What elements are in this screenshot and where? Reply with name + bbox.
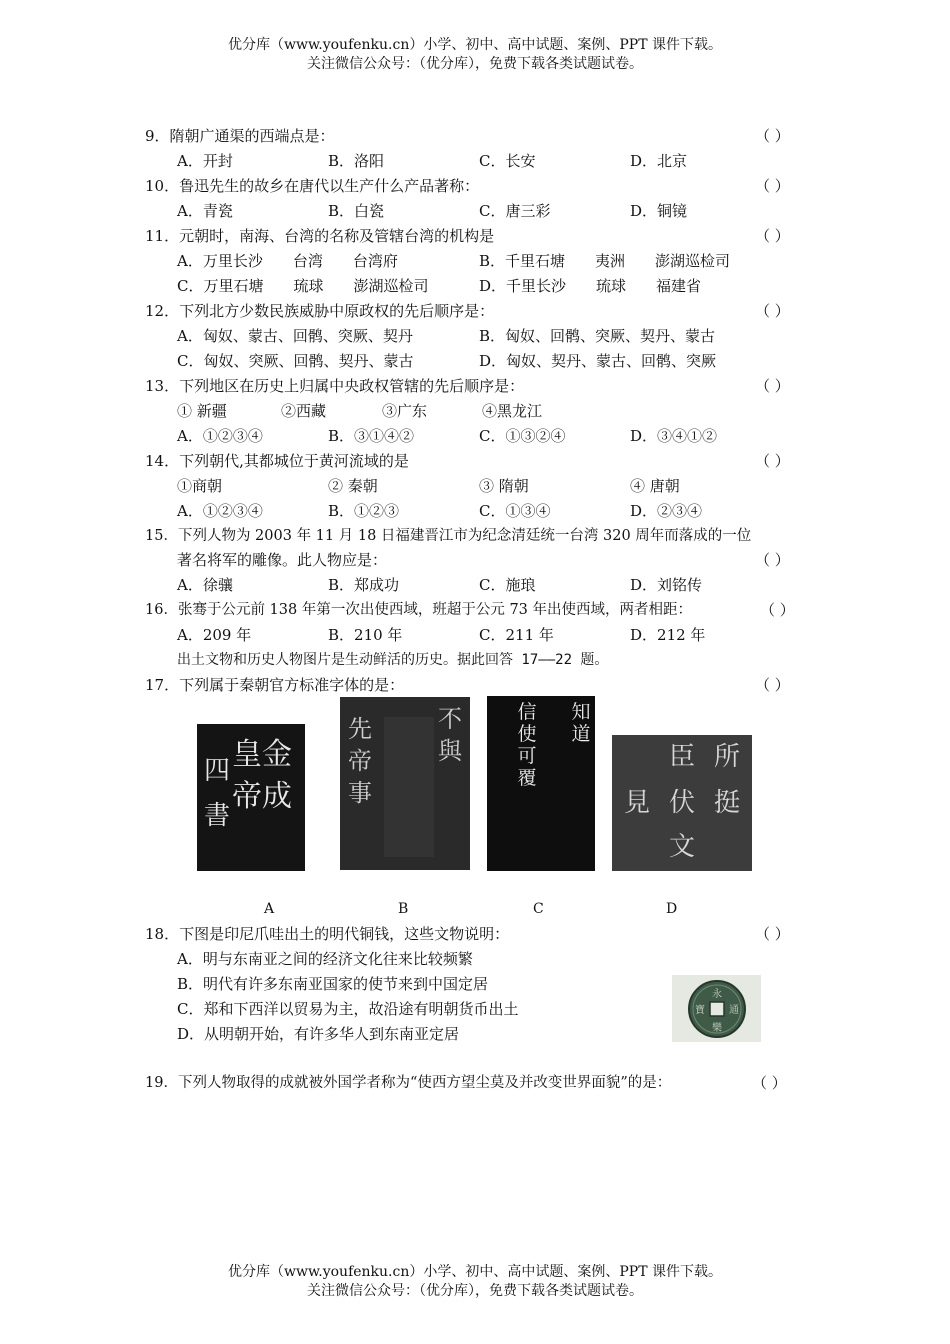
svg-text:樂: 樂 (712, 1023, 722, 1034)
q11-option-b: B．千里石塘 夷洲 澎湖巡检司 (479, 252, 731, 270)
q14-answer-blank: （ ） (755, 452, 790, 470)
q12-option-a: A．匈奴、蒙古、回鹘、突厥、契丹 (177, 327, 413, 345)
q14-option-d: D．②③④ (630, 502, 703, 520)
footer-line-1: 优分库（www.youfenku.cn）小学、初中、高中试题、案例、PPT 课件下载。 (227, 1264, 722, 1280)
header-line-2: 关注微信公众号：（优分库），免费下载各类试题试卷。 (307, 56, 643, 72)
image-label-b: B (398, 901, 409, 917)
svg-text:寶: 寶 (695, 1005, 705, 1016)
svg-text:所: 所 (713, 742, 741, 772)
ming-coin-image (672, 975, 761, 1042)
q16-answer-blank: （ ） (760, 601, 795, 619)
section-note: 出土文物和历史人物图片是生动鲜活的历史。据此回答 17——22 题。 (177, 652, 609, 668)
script-image-c (487, 696, 595, 871)
rubbing-illustration (340, 697, 470, 870)
q11-option-d: D．千里长沙 琉球 福建省 (479, 277, 702, 295)
q15-stem-line-2: 著名将军的雕像。此人物应是： (177, 551, 388, 569)
q12-option-d: D．匈奴、契丹、蒙古、回鹘、突厥 (479, 352, 717, 370)
q13-item-2: ②西藏 (281, 402, 327, 420)
svg-text:與: 與 (438, 737, 462, 765)
coin-illustration (672, 975, 761, 1042)
q10-option-d: D．铜镜 (630, 202, 688, 220)
svg-text:道: 道 (571, 723, 591, 745)
svg-text:通: 通 (729, 1005, 739, 1016)
q18-option-d: D．从明朝开始，有许多华人到东南亚定居 (177, 1025, 460, 1043)
svg-text:見: 見 (623, 788, 651, 818)
svg-text:伏: 伏 (668, 788, 696, 818)
q14-stem: 14．下列朝代,其都城位于黄河流域的是 (145, 452, 409, 470)
q9-answer-blank: （ ） (755, 127, 790, 145)
image-label-c: C (533, 901, 544, 917)
q15-stem-line-1: 15．下列人物为 2003 年 11 月 18 日福建晋江市为纪念清廷统一台湾 320 周年而落成的一位 (145, 528, 752, 544)
svg-text:知: 知 (571, 701, 591, 723)
q9-option-a: A．开封 (177, 152, 233, 170)
svg-text:不: 不 (438, 705, 462, 733)
script-image-a (197, 724, 305, 871)
q13-item-4: ④黑龙江 (482, 402, 543, 420)
q11-stem: 11．元朝时，南海、台湾的名称及管辖台湾的机构是 (145, 227, 495, 245)
footer-line-2: 关注微信公众号：（优分库），免费下载各类试题试卷。 (307, 1283, 643, 1299)
q17-stem: 17．下列属于秦朝官方标准字体的是： (145, 676, 405, 694)
q19-stem: 19．下列人物取得的成就被外国学者称为“使西方望尘莫及并改变世界面貌”的是： (145, 1075, 672, 1091)
q18-option-a: A．明与东南亚之间的经济文化往来比较频繁 (177, 950, 473, 968)
q14-option-b: B．①②③ (328, 502, 400, 520)
q15-option-d: D．刘铭传 (630, 576, 703, 594)
script-image-d (612, 735, 752, 871)
q18-answer-blank: （ ） (755, 925, 790, 943)
q18-option-b: B．明代有许多东南亚国家的使节来到中国定居 (177, 975, 489, 993)
q16-stem: 16．张骞于公元前 138 年第一次出使西域，班超于公元 73 年出使西域，两者相距： (145, 602, 693, 618)
svg-text:帝: 帝 (232, 779, 262, 814)
q13-item-3: ③广东 (382, 402, 428, 420)
header-line-1: 优分库（www.youfenku.cn）小学、初中、高中试题、案例、PPT 课件下载。 (227, 37, 722, 53)
q13-option-b: B．③①④② (328, 427, 415, 445)
seal-script-illustration (197, 724, 305, 871)
q12-option-c: C．匈奴、突厥、回鹘、契丹、蒙古 (177, 352, 414, 370)
svg-text:文: 文 (668, 832, 696, 862)
q15-option-a: A．徐骧 (177, 576, 233, 594)
image-label-a: A (264, 901, 275, 917)
svg-text:金: 金 (262, 737, 292, 772)
svg-text:可: 可 (517, 745, 537, 767)
svg-text:皇: 皇 (232, 737, 262, 772)
svg-text:先: 先 (348, 715, 372, 743)
q14-item-3: ③ 隋朝 (479, 477, 529, 495)
q13-item-1: ① 新疆 (177, 402, 227, 420)
svg-text:四: 四 (203, 756, 231, 786)
svg-text:覆: 覆 (517, 767, 537, 789)
q10-option-c: C．唐三彩 (479, 202, 551, 220)
q13-option-a: A．①②③④ (177, 427, 263, 445)
q14-item-2: ② 秦朝 (328, 477, 378, 495)
q12-option-b: B．匈奴、回鹘、突厥、契丹、蒙古 (479, 327, 716, 345)
svg-text:使: 使 (517, 723, 537, 745)
q13-option-d: D．③④①② (630, 427, 718, 445)
q9-option-d: D．北京 (630, 152, 688, 170)
script-image-b (340, 697, 470, 870)
q13-stem: 13．下列地区在历史上归属中央政权管辖的先后顺序是： (145, 377, 525, 395)
q18-option-c: C．郑和下西洋以贸易为主，故沿途有明朝货币出土 (177, 1000, 519, 1018)
q15-option-b: B．郑成功 (328, 576, 400, 594)
svg-text:書: 書 (203, 801, 231, 831)
q13-option-c: C．①③②④ (479, 427, 566, 445)
q11-option-c: C．万里石塘 琉球 澎湖巡检司 (177, 277, 429, 295)
svg-text:成: 成 (262, 779, 292, 814)
svg-text:事: 事 (348, 779, 372, 807)
q15-answer-blank: （ ） (755, 551, 790, 569)
image-label-d: D (666, 901, 678, 917)
q9-option-b: B．洛阳 (328, 152, 385, 170)
q10-option-b: B．白瓷 (328, 202, 385, 220)
q11-answer-blank: （ ） (755, 227, 790, 245)
q16-option-a: A．209 年 (177, 626, 252, 644)
q12-answer-blank: （ ） (755, 302, 790, 320)
q10-answer-blank: （ ） (755, 177, 790, 195)
q11-option-a: A．万里长沙 台湾 台湾府 (177, 252, 398, 270)
q13-answer-blank: （ ） (755, 377, 790, 395)
q14-item-1: ①商朝 (177, 477, 223, 495)
svg-text:帝: 帝 (348, 747, 372, 775)
q14-item-4: ④ 唐朝 (630, 477, 680, 495)
q14-option-c: C．①③④ (479, 502, 551, 520)
q9-option-c: C．长安 (479, 152, 536, 170)
q16-option-d: D．212 年 (630, 626, 706, 644)
clerical-script-illustration (612, 735, 752, 871)
q19-answer-blank: （ ） (752, 1074, 787, 1092)
q16-option-b: B．210 年 (328, 626, 403, 644)
svg-text:信: 信 (517, 701, 537, 723)
calligraphy-illustration (487, 696, 595, 871)
q15-option-c: C．施琅 (479, 576, 536, 594)
q10-option-a: A．青瓷 (177, 202, 233, 220)
q17-answer-blank: （ ） (755, 676, 790, 694)
q9-stem: 9．隋朝广通渠的西端点是： (145, 127, 335, 145)
svg-text:挺: 挺 (713, 788, 741, 818)
q14-option-a: A．①②③④ (177, 502, 263, 520)
svg-text:永: 永 (712, 989, 722, 1000)
q18-stem: 18．下图是印尼爪哇出土的明代铜钱，这些文物说明： (145, 925, 510, 943)
q10-stem: 10．鲁迅先生的故乡在唐代以生产什么产品著称： (145, 177, 480, 195)
q12-stem: 12．下列北方少数民族威胁中原政权的先后顺序是： (145, 302, 495, 320)
q16-option-c: C．211 年 (479, 626, 554, 644)
svg-text:臣: 臣 (668, 742, 696, 772)
